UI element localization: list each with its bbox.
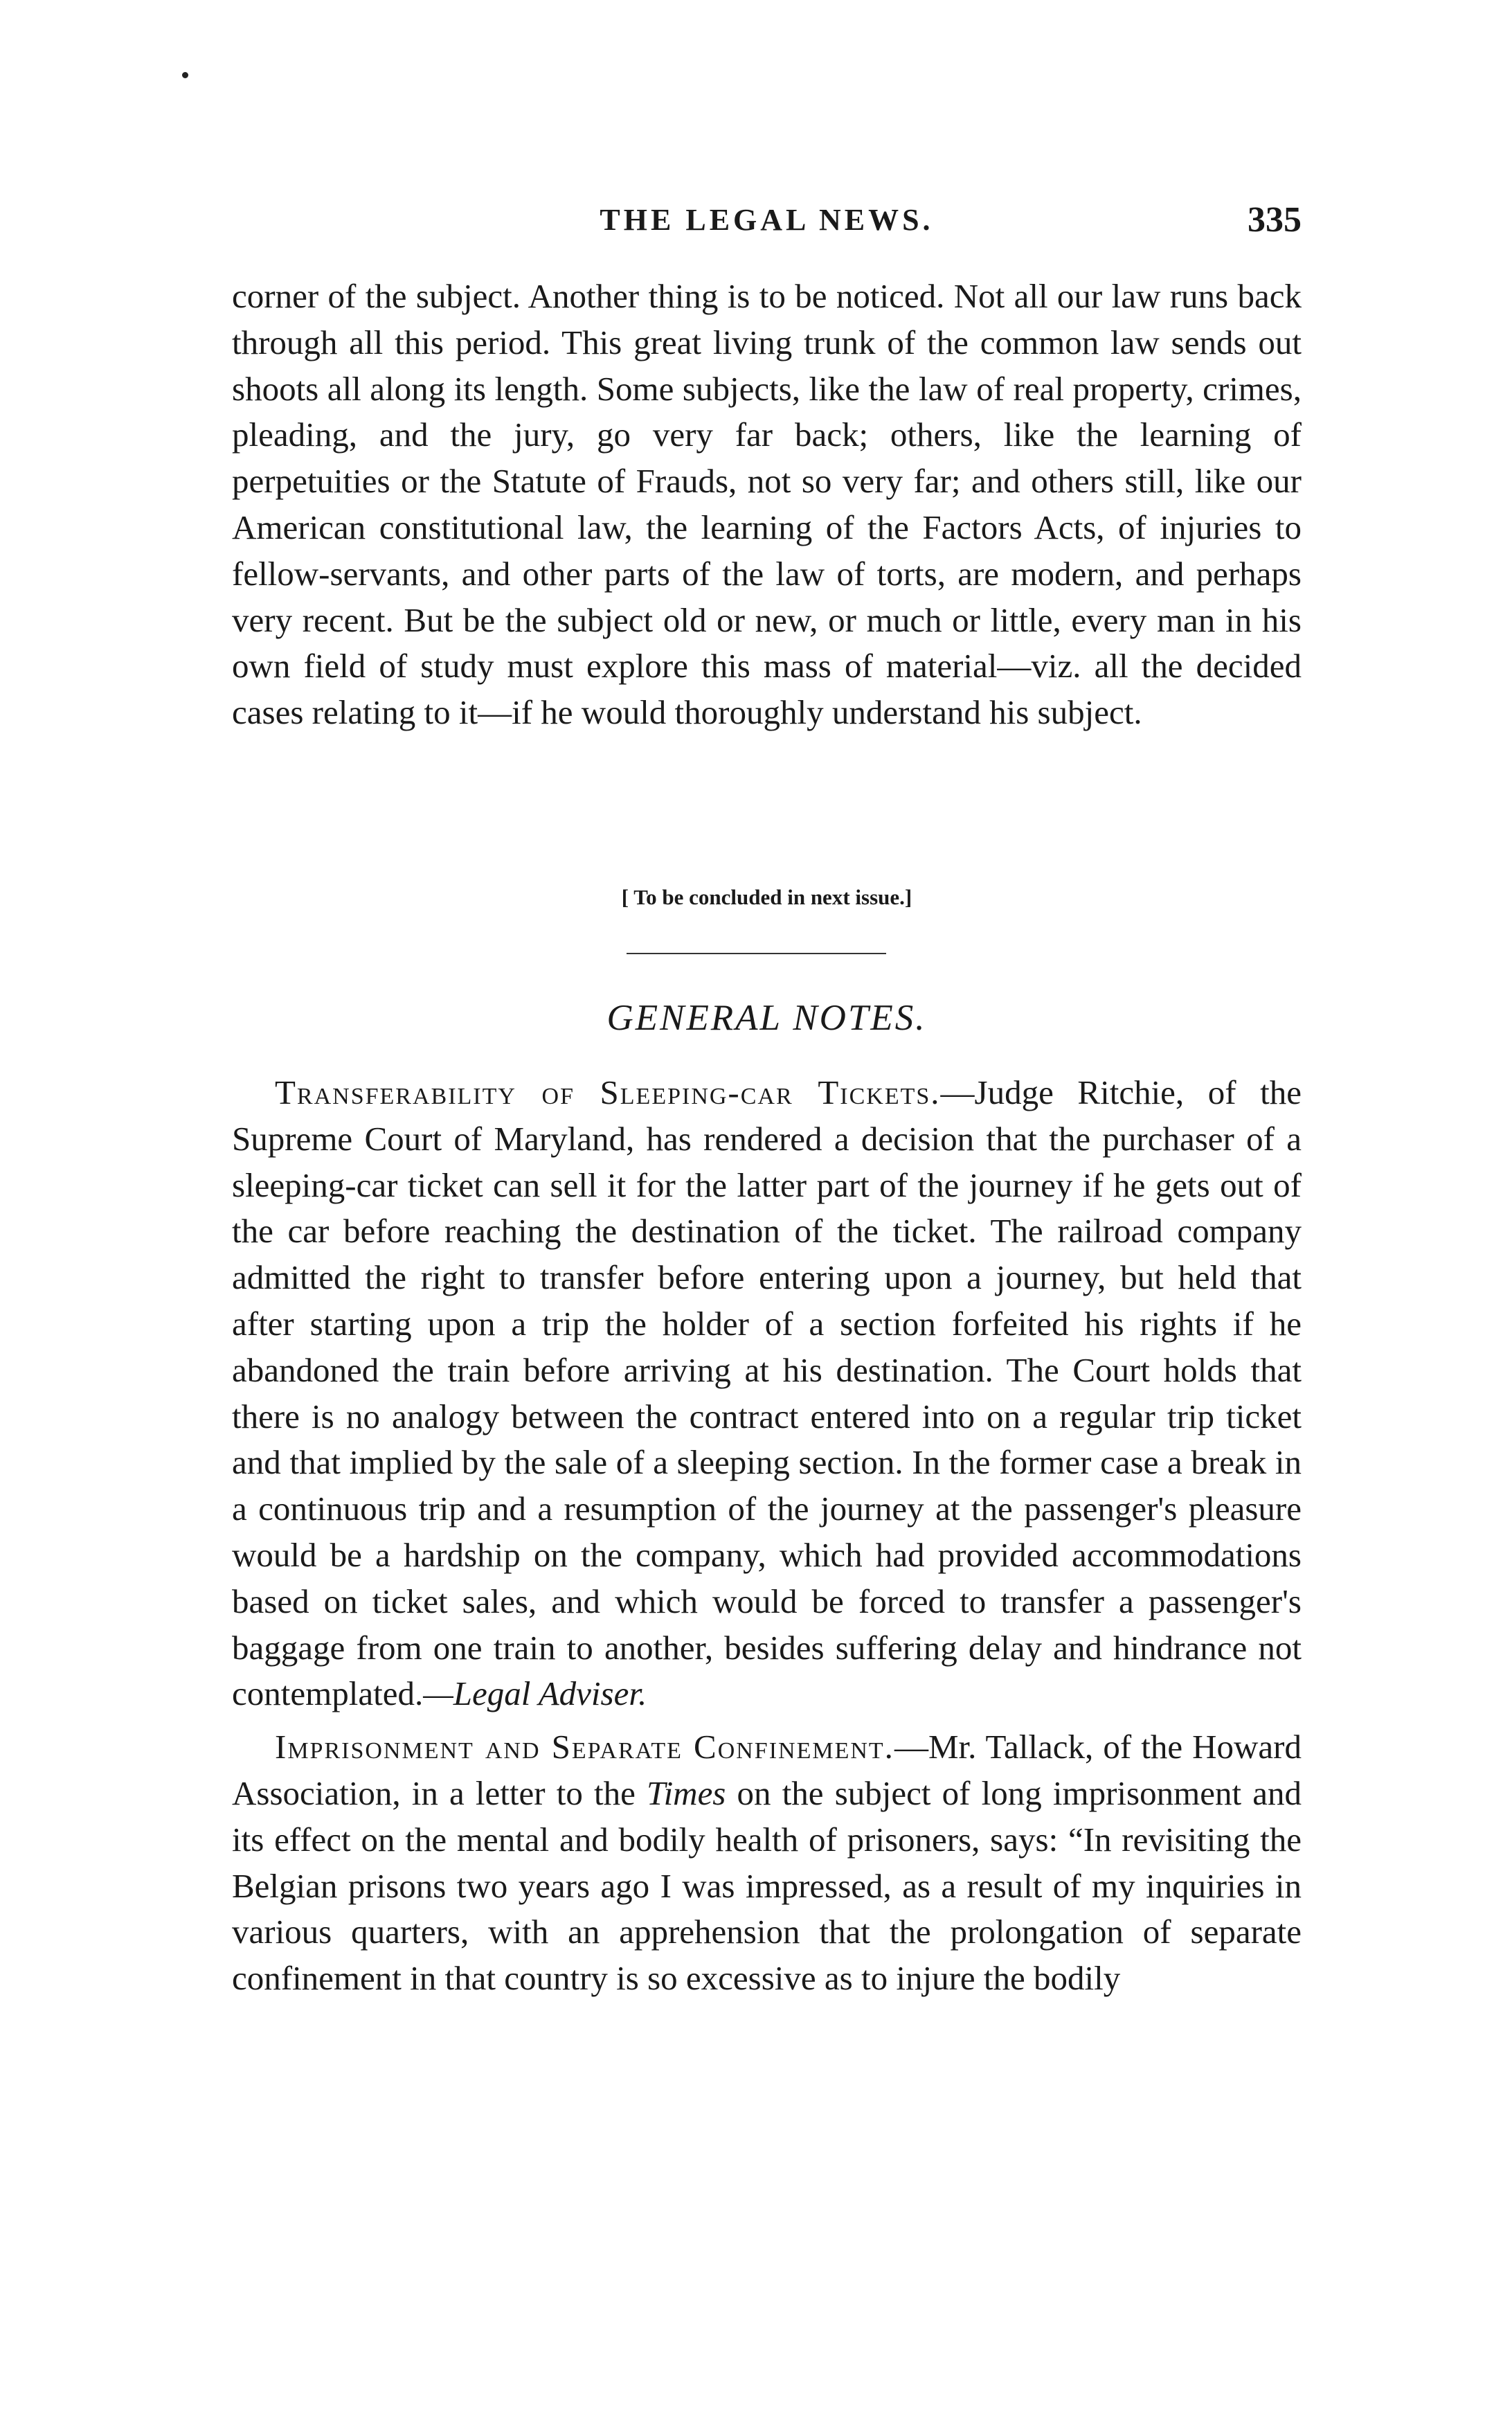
note-title: Transferability of Sleeping-car Tickets. bbox=[275, 1073, 941, 1111]
section-heading: GENERAL NOTES. bbox=[606, 998, 927, 1038]
article-continuation bbox=[232, 274, 1302, 736]
note-body-start: Mr. Tallack, of the Howard Association, in a letter to the bbox=[232, 1728, 1302, 1812]
note-body-end: on the subject of long imprisonment and its effect on the mental and bodily health of prisoners, says: “In revisiting the Belgian prisons two years ago I was impressed, as a result of my inquiries in various quarters, with an apprehension that the prolongation of separate confinement in that country is so excessive as to injure the bodily bbox=[232, 1773, 1302, 1998]
note-source: —Legal Adviser. bbox=[423, 1674, 647, 1713]
note-imprisonment bbox=[232, 1724, 1302, 2002]
section-divider bbox=[627, 953, 886, 954]
note-sleeping-car-tickets bbox=[232, 1070, 1302, 1717]
page-number: 335 bbox=[1248, 200, 1302, 240]
general-notes bbox=[232, 1070, 1302, 2002]
ink-speck bbox=[182, 72, 188, 78]
running-head bbox=[232, 202, 1302, 244]
publication-name: Times bbox=[647, 1773, 726, 1812]
article-paragraph: corner of the subject. Another thing is to be noticed. Not all our law runs back through all this period. This great living trunk of the common law sends out shoots all along its length. Some subjects, like the law of real property, crimes, pleading, and the jury, go very far back; others, like the learning of perpetuities or the Statute of Frauds, not so very far; and others still, like our American constitutional law, the learning of the Factors Acts, of injuries to fellow-servants, and other parts of the law of torts, are modern, and perhaps very recent. But be the subject old or new, or much or little, every man in his own field of study must explore this mass of material—viz. all the decided cases relating to it—if he would thoroughly understand his subject. bbox=[232, 277, 1302, 732]
running-head-title: THE LEGAL NEWS. bbox=[600, 203, 934, 237]
note-body: Judge Ritchie, of the Supreme Court of Maryland, has rendered a decision that the purchaser of a sleeping-car ticket can sell it for the latter part of the journey if he gets out of the car before reaching the destination of the ticket. The railroad company admitted the right to transfer before entering upon a journey, but held that after starting upon a trip the holder of a section forfeited his rights if he abandoned the train before arriving at his destination. The Court holds that there is no analogy between the contract entered into on a regular trip ticket and that implied by the sale of a sleeping section. In the former case a break in a continuous trip and a resumption of the journey at the passenger's pleasure would be a hardship on the company, which had provided accommodations based on ticket sales, and which would be forced to transfer a passenger's baggage from one train to another, besides suffering delay and hindrance not contemplated. bbox=[232, 1073, 1302, 1713]
note-dash: — bbox=[940, 1073, 975, 1111]
note-dash: — bbox=[894, 1728, 928, 1766]
note-title: Imprisonment and Separate Confinement. bbox=[275, 1728, 894, 1766]
continuation-note: [ To be concluded in next issue.] bbox=[621, 885, 912, 909]
